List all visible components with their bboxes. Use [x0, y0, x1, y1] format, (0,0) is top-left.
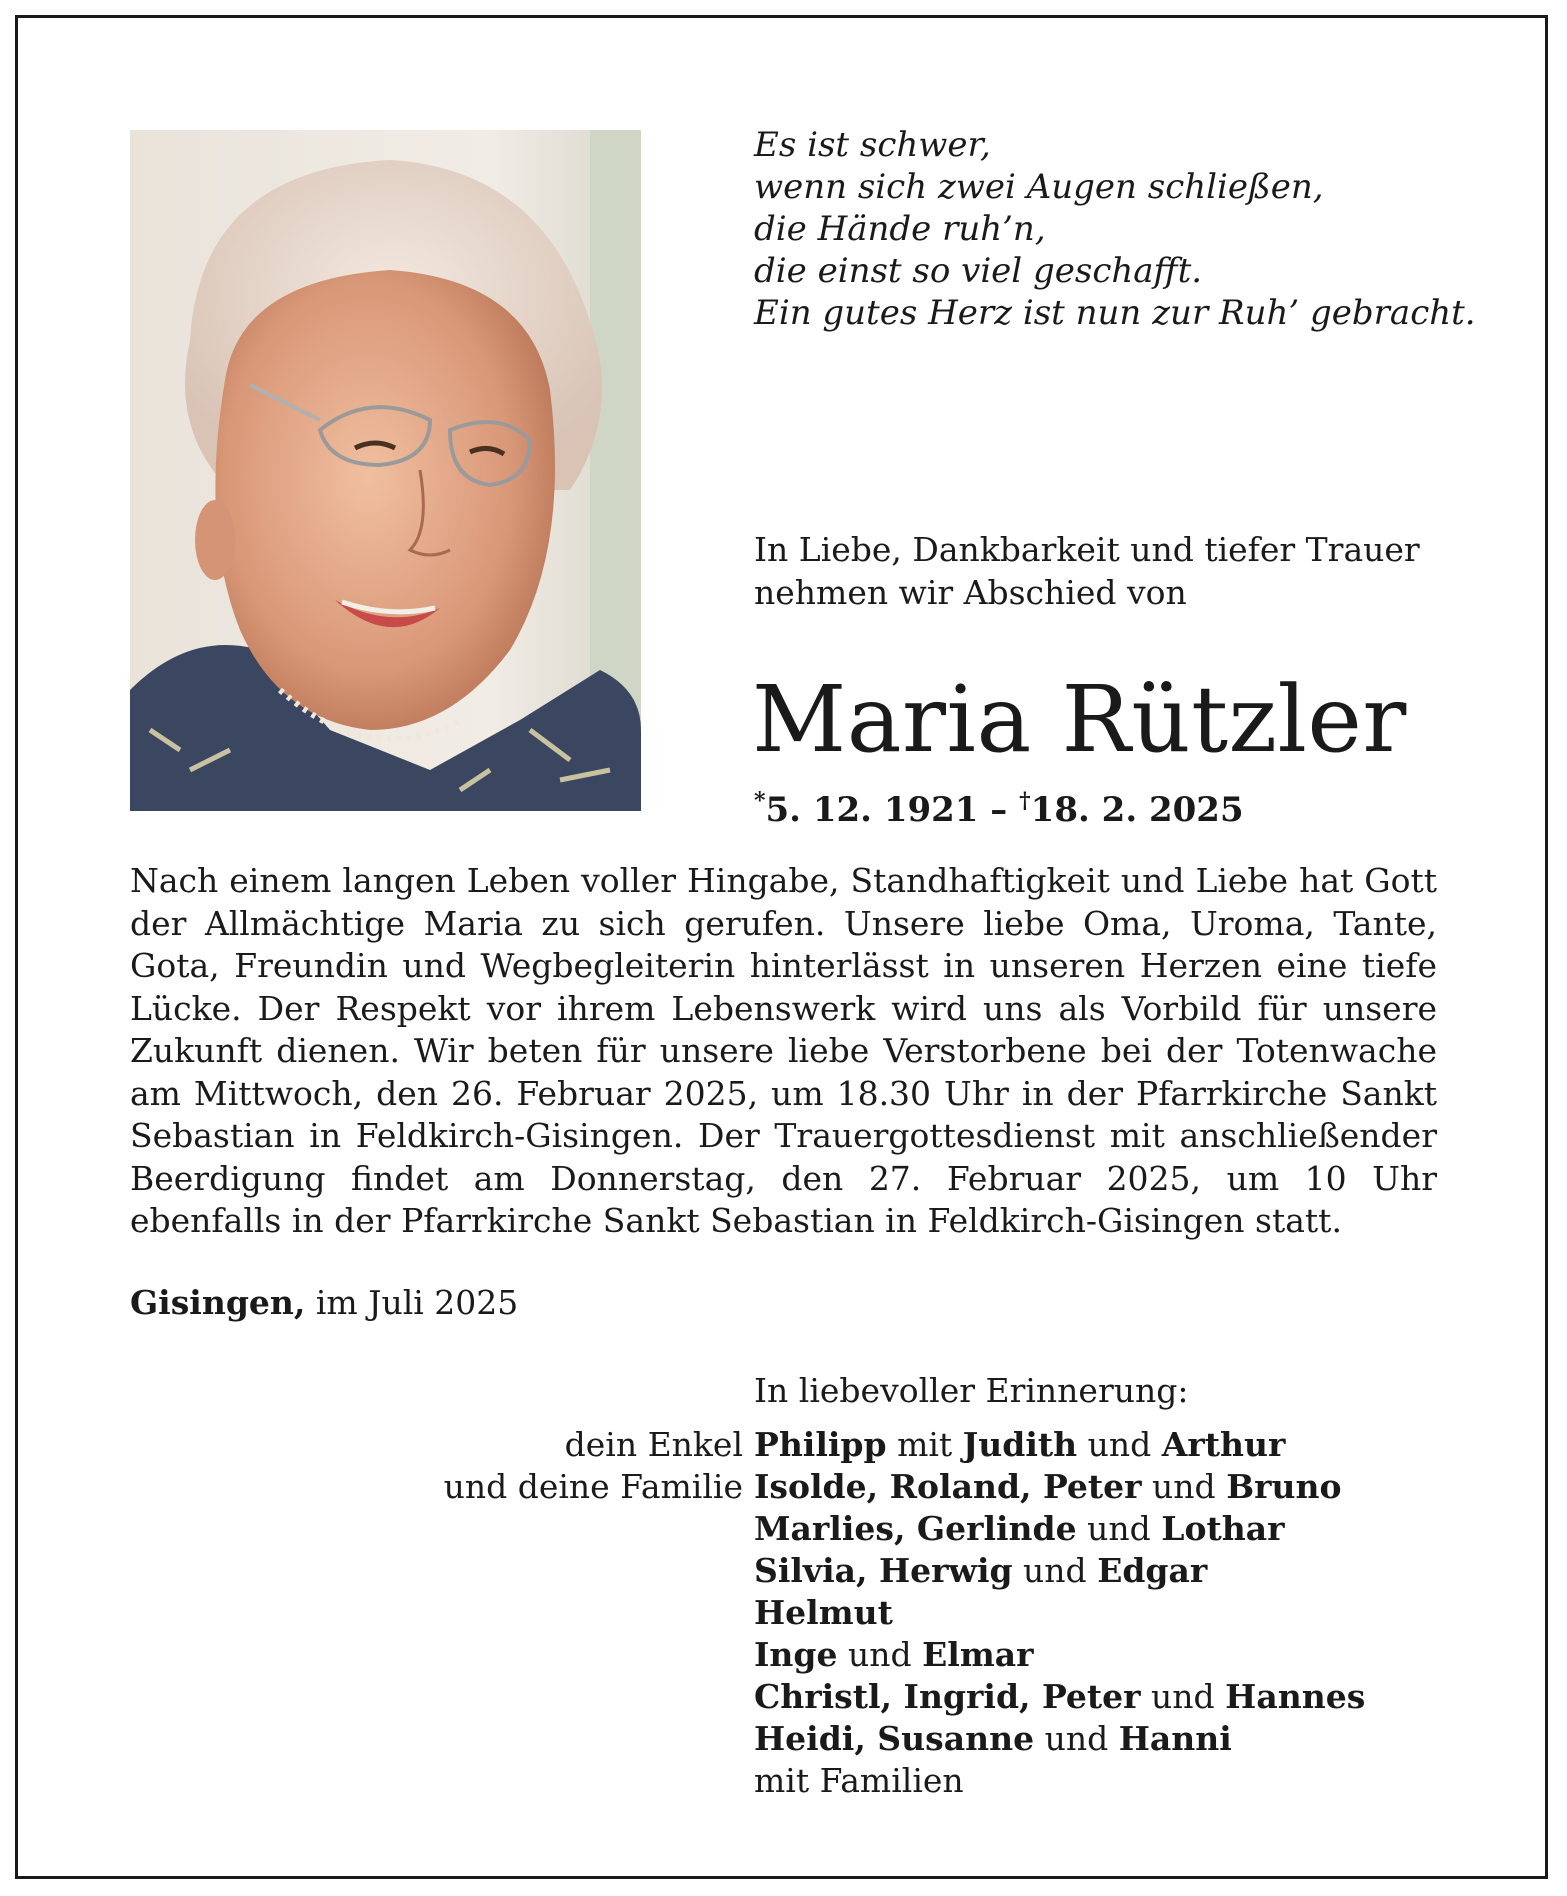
family-connector: und [1076, 1509, 1162, 1548]
family-names: Hanni [1118, 1719, 1232, 1758]
family-connector: mit Familien [754, 1761, 964, 1800]
family-names: Judith [962, 1425, 1078, 1464]
relation-grandson: dein Enkel [564, 1425, 743, 1464]
family-names: Lothar [1161, 1509, 1285, 1548]
family-list [754, 1424, 1365, 1802]
family-names: Silvia, Herwig [754, 1551, 1013, 1590]
poem-line: die einst so viel geschafft. [754, 251, 1203, 291]
death-symbol: † [1019, 788, 1031, 814]
poem-line: Es ist schwer, [754, 125, 991, 165]
birth-symbol: * [754, 788, 766, 814]
family-names: Philipp [754, 1425, 887, 1464]
family-connector: und [837, 1635, 923, 1674]
deceased-name: Maria Rützler [752, 666, 1407, 773]
family-names: Bruno [1226, 1467, 1342, 1506]
family-connector: und [1034, 1719, 1119, 1758]
family-names: Elmar [922, 1635, 1034, 1674]
relation-family: und deine Familie [443, 1467, 743, 1506]
family-names: Helmut [754, 1593, 893, 1632]
family-line [754, 1718, 1365, 1760]
poem-line: die Hände ruh’n, [754, 209, 1046, 249]
family-names: Marlies, Gerlinde [754, 1509, 1077, 1548]
place-town: Gisingen, [130, 1283, 306, 1322]
poem-line: wenn sich zwei Augen schließen, [754, 167, 1324, 207]
family-connector: und [1012, 1551, 1098, 1590]
family-line [754, 1760, 1365, 1802]
family-connector: und [1141, 1467, 1227, 1506]
portrait-photo [130, 130, 641, 811]
family-line [754, 1466, 1365, 1508]
family-names: Inge [754, 1635, 838, 1674]
poem [754, 124, 1476, 334]
family-connector: und [1140, 1677, 1226, 1716]
poem-line: Ein gutes Herz ist nun zur Ruh’ gebracht. [754, 293, 1476, 333]
obituary-text: Nach einem langen Leben voller Hingabe, Standhaftigkeit und Liebe hat Gott der Allmächtige Maria zu sich gerufen. Unsere liebe Oma, Uroma, Tante, Gota, Freundin und Wegbegleiterin hinterlässt in unseren Herzen eine tiefe Lücke. Der Respekt vor ihrem Lebenswerk wird uns als Vorbild für unsere Zukunft dienen. Wir beten für unsere liebe Verstorbene bei der Totenwache am Mittwoch, den 26. Februar 2025, um 18.30 Uhr in der Pfarrkirche Sankt Sebastian in Feldkirch-Gisingen. Der Trauergottesdienst mit anschließender Beerdigung findet am Donnerstag, den 27. Februar 2025, um 10 Uhr ebenfalls in der Pfarrkirche Sankt Sebastian in Feldkirch-Gisingen statt. [130, 861, 1437, 1240]
family-line [754, 1550, 1365, 1592]
family-line [754, 1676, 1365, 1718]
intro-line: nehmen wir Abschied von [754, 573, 1187, 612]
life-dates [754, 780, 1244, 831]
place-month: im Juli 2025 [305, 1283, 519, 1322]
birth-date: 5. 12. 1921 [765, 790, 979, 830]
family-connector: und [1077, 1425, 1162, 1464]
death-date: 18. 2. 2025 [1030, 790, 1244, 830]
family-names: Edgar [1097, 1551, 1208, 1590]
family-connector: mit [886, 1425, 963, 1464]
family-line [754, 1508, 1365, 1550]
family-names: Arthur [1161, 1425, 1286, 1464]
family-line [754, 1424, 1365, 1466]
family-names: Heidi, Susanne [754, 1719, 1035, 1758]
portrait-image [130, 130, 641, 811]
family-line [754, 1592, 1365, 1634]
memory-heading: In liebevoller Erinnerung: [754, 1371, 1189, 1410]
family-names: Christl, Ingrid, Peter [754, 1677, 1141, 1716]
family-names: Hannes [1225, 1677, 1366, 1716]
family-line [754, 1634, 1365, 1676]
intro-text [754, 528, 1420, 614]
date-separator: – [978, 790, 1020, 830]
family-names: Isolde, Roland, Peter [754, 1467, 1142, 1506]
place-date [130, 1282, 518, 1324]
intro-line: In Liebe, Dankbarkeit und tiefer Trauer [754, 530, 1420, 569]
